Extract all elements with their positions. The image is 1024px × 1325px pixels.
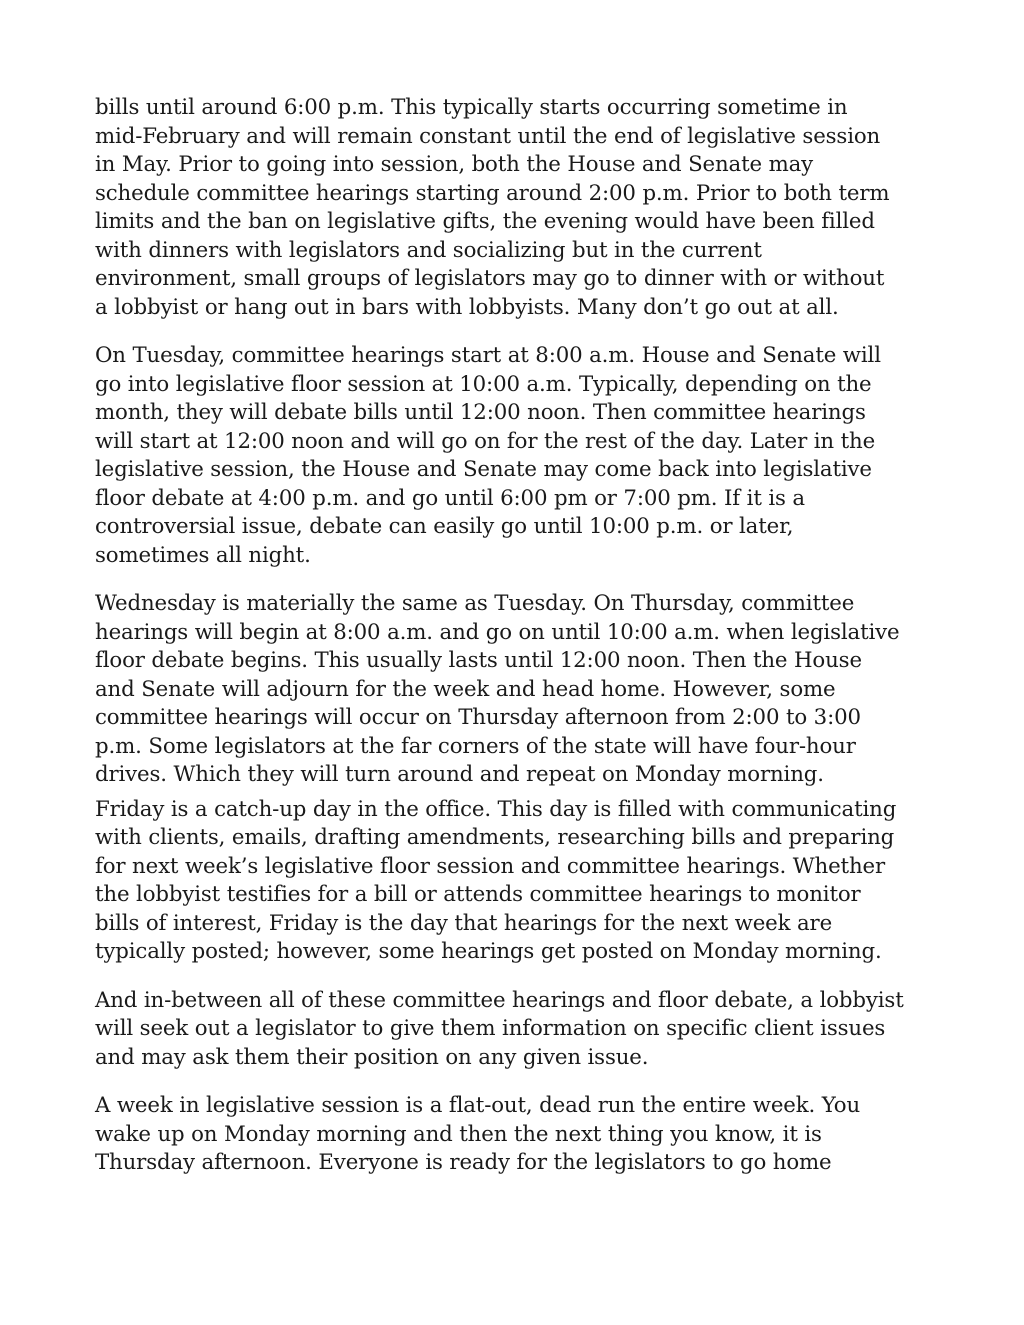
paragraph-monday-evening: bills until around 6:00 p.m. This typically starts occurring sometime in mid-February and will remain constant until the end of legislative session in May. Prior to going into session, both the House and Senate may schedule committee hearings starting around 2:00 p.m. Prior to both term limits and the ban on legislative gifts, the evening would have been filled with dinners with legislators and socializing but in the current environment, small groups of legislators may go to dinner with or without a lobbyist or hang out in bars with lobbyists. Many don’t go out at all. [95, 95, 890, 320]
paragraph-wednesday-thursday: Wednesday is materially the same as Tuesday. On Thursday, committee hearings will begin at 8:00 a.m. and go on until 10:00 a.m. when legislative floor debate begins. This usually lasts until 12:00 noon. Then the House and Senate will adjourn for the week and head home. However, some committee hearings will occur on Thursday afternoon from 2:00 to 3:00 p.m. Some legislators at the far corners of the state will have four-hour drives. Which they will turn around and repeat on Monday morning. [95, 591, 900, 787]
paragraph-friday: Friday is a catch-up day in the office. This day is filled with communicating with clients, emails, drafting amendments, researching bills and preparing for next week’s legislative floor session and committee hearings. Whether the lobbyist testifies for a bill or attends committee hearings to monitor bills of interest, Friday is the day that hearings for the next week are typically posted; however, some hearings get posted on Monday morning. [95, 796, 897, 964]
paragraph-week-summary: A week in legislative session is a flat-out, dead run the entire week. You wake up on Monday morning and then the next thing you know, it is Thursday afternoon. Everyone is ready for the legislators to go home [95, 1093, 861, 1175]
paragraph-tuesday: On Tuesday, committee hearings start at 8:00 a.m. House and Senate will go into legislative floor session at 10:00 a.m. Typically, depending on the month, they will debate bills until 12:00 noon. Then committee hearings will start at 12:00 noon and will go on for the rest of the day. Later in the legislative session, the House and Senate may come back into legislative floor debate at 4:00 p.m. and go until 6:00 pm or 7:00 pm. If it is a controversial issue, debate can easily go until 10:00 p.m. or later, sometimes all night. [95, 343, 881, 568]
document-page [95, 94, 935, 1178]
paragraph-in-between: And in-between all of these committee hearings and floor debate, a lobbyist will seek out a legislator to give them information on specific client issues and may ask them their position on any given issue. [95, 987, 904, 1070]
